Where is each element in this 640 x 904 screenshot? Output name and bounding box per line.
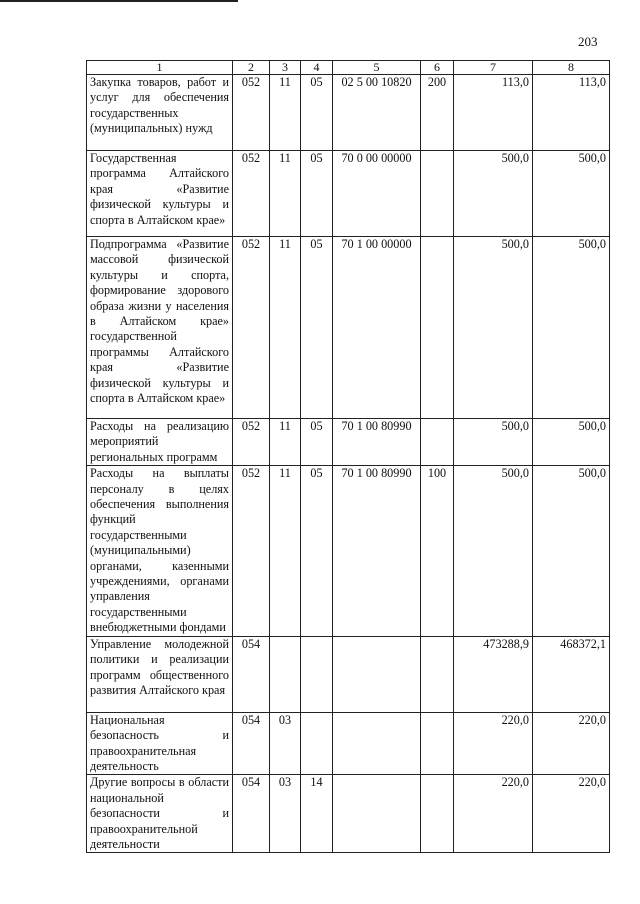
cell-expense-type [421, 151, 454, 237]
column-header: 2 [233, 61, 270, 75]
cell-expense-type [421, 712, 454, 775]
table-row [87, 419, 610, 466]
cell-ministry-code: 054 [233, 712, 270, 775]
cell-amount-7: 220,0 [454, 712, 533, 775]
cell-subsection [301, 712, 333, 775]
row-name: Закупка товаров, работ и услуг для обеспечения государственных (муниципальных) нужд [87, 75, 233, 151]
table-row [87, 237, 610, 419]
column-header: 6 [421, 61, 454, 75]
header-row [87, 61, 610, 75]
column-header: 5 [333, 61, 421, 75]
cell-section: 03 [270, 712, 301, 775]
cell-amount-7: 500,0 [454, 419, 533, 466]
cell-amount-7: 473288,9 [454, 636, 533, 712]
cell-ministry-code: 052 [233, 419, 270, 466]
cell-expense-type [421, 237, 454, 419]
row-name: Подпрограмма «Развитие массовой физической культуры и спорта, формирование здорового образа жизни у населения в Алтайском крае» государственной программы Алтайского края «Развитие физической культуры и спорта в Алтайском крае» [87, 237, 233, 419]
cell-target-article: 70 1 00 80990 [333, 419, 421, 466]
table-row [87, 712, 610, 775]
cell-ministry-code: 054 [233, 775, 270, 853]
cell-target-article: 70 0 00 00000 [333, 151, 421, 237]
table-row [87, 466, 610, 636]
table-row [87, 636, 610, 712]
row-name: Государственная программа Алтайского края «Развитие физической культуры и спорта в Алтайском крае» [87, 151, 233, 237]
cell-amount-8: 220,0 [533, 775, 610, 853]
budget-table [86, 60, 610, 853]
cell-target-article [333, 636, 421, 712]
cell-section: 11 [270, 419, 301, 466]
cell-section: 11 [270, 237, 301, 419]
row-name: Управление молодежной политики и реализации программ общественного развития Алтайского края [87, 636, 233, 712]
column-header: 8 [533, 61, 610, 75]
cell-subsection: 05 [301, 237, 333, 419]
cell-amount-7: 113,0 [454, 75, 533, 151]
cell-amount-8: 220,0 [533, 712, 610, 775]
table-row [87, 151, 610, 237]
cell-section: 03 [270, 775, 301, 853]
cell-ministry-code: 052 [233, 75, 270, 151]
cell-expense-type [421, 419, 454, 466]
cell-ministry-code: 052 [233, 237, 270, 419]
cell-target-article [333, 775, 421, 853]
cell-expense-type [421, 636, 454, 712]
cell-subsection: 05 [301, 419, 333, 466]
cell-amount-8: 500,0 [533, 466, 610, 636]
cell-amount-7: 500,0 [454, 237, 533, 419]
cell-section: 11 [270, 151, 301, 237]
cell-amount-7: 500,0 [454, 151, 533, 237]
cell-target-article: 70 1 00 80990 [333, 466, 421, 636]
cell-section: 11 [270, 466, 301, 636]
page-number: 203 [578, 34, 598, 49]
row-name: Национальная безопасность и правоохранительная деятельность [87, 712, 233, 775]
column-header: 4 [301, 61, 333, 75]
cell-expense-type: 200 [421, 75, 454, 151]
cell-amount-8: 500,0 [533, 419, 610, 466]
cell-subsection: 14 [301, 775, 333, 853]
table-row [87, 775, 610, 853]
cell-subsection: 05 [301, 151, 333, 237]
cell-subsection [301, 636, 333, 712]
row-name: Расходы на выплаты персоналу в целях обеспечения выполнения функций государственными (муниципальными) органами, казенными учреждениями, органами управления государственными внебюджетными фондами [87, 466, 233, 636]
cell-expense-type: 100 [421, 466, 454, 636]
row-name: Расходы на реализацию мероприятий региональных программ [87, 419, 233, 466]
cell-target-article [333, 712, 421, 775]
column-header: 3 [270, 61, 301, 75]
cell-amount-8: 500,0 [533, 151, 610, 237]
top-rule [0, 0, 238, 2]
cell-subsection: 05 [301, 466, 333, 636]
column-header: 7 [454, 61, 533, 75]
cell-target-article: 70 1 00 00000 [333, 237, 421, 419]
cell-amount-7: 500,0 [454, 466, 533, 636]
column-header: 1 [87, 61, 233, 75]
cell-subsection: 05 [301, 75, 333, 151]
cell-amount-8: 113,0 [533, 75, 610, 151]
cell-target-article: 02 5 00 10820 [333, 75, 421, 151]
cell-expense-type [421, 775, 454, 853]
cell-amount-7: 220,0 [454, 775, 533, 853]
cell-section [270, 636, 301, 712]
table-row [87, 75, 610, 151]
row-name: Другие вопросы в области национальной безопасности и правоохранительной деятельности [87, 775, 233, 853]
cell-ministry-code: 052 [233, 466, 270, 636]
cell-amount-8: 500,0 [533, 237, 610, 419]
cell-amount-8: 468372,1 [533, 636, 610, 712]
cell-ministry-code: 054 [233, 636, 270, 712]
cell-ministry-code: 052 [233, 151, 270, 237]
cell-section: 11 [270, 75, 301, 151]
